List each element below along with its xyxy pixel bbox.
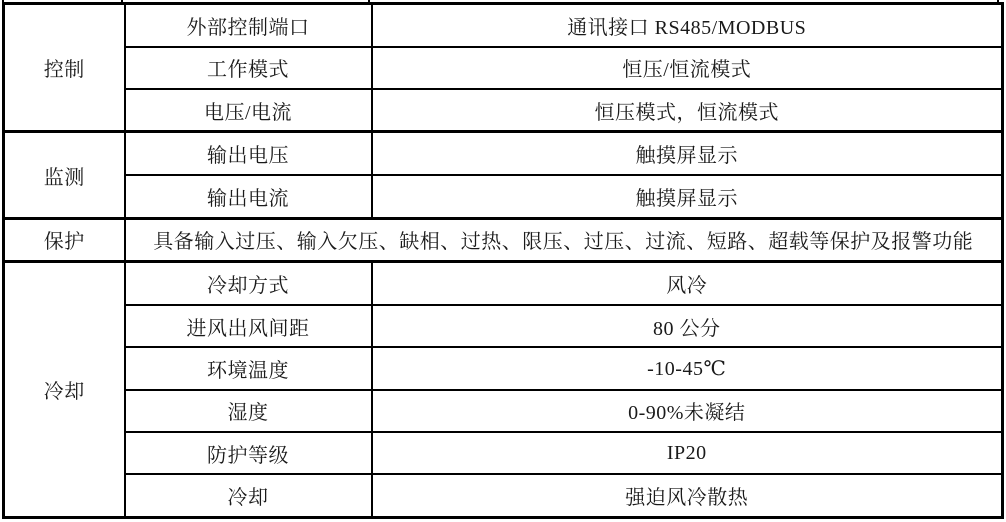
category-cell-monitoring: 监测 [4,132,125,218]
param-cell: 冷却 [125,474,372,517]
category-cell-control: 控制 [4,4,125,132]
value-cell: 强迫风冷散热 [372,474,1003,517]
param-cell: 湿度 [125,390,372,432]
param-cell: 输出电流 [125,175,372,218]
value-cell: 风冷 [372,262,1003,305]
value-cell: 触摸屏显示 [372,175,1003,218]
specification-table [2,2,1004,519]
value-cell: IP20 [372,432,1003,474]
table-row [4,474,1003,517]
param-cell: 防护等级 [125,432,372,474]
value-cell: 通讯接口 RS485/MODBUS [372,4,1003,47]
table-row [4,132,1003,175]
value-cell: 恒压模式，恒流模式 [372,89,1003,132]
value-cell: 触摸屏显示 [372,132,1003,175]
table-row [4,89,1003,132]
param-cell: 环境温度 [125,347,372,389]
param-cell: 冷却方式 [125,262,372,305]
table-row [4,305,1003,347]
category-cell-cooling: 冷却 [4,262,125,518]
value-cell: 80 公分 [372,305,1003,347]
param-cell: 电压/电流 [125,89,372,132]
table-row [4,347,1003,389]
param-cell: 进风出风间距 [125,305,372,347]
table-row [4,218,1003,262]
value-cell: 恒压/恒流模式 [372,47,1003,89]
value-cell: -10-45℃ [372,347,1003,389]
param-cell: 输出电压 [125,132,372,175]
table-row [4,390,1003,432]
table-row [4,262,1003,305]
table-row [4,47,1003,89]
table-row [4,4,1003,47]
protection-description-cell: 具备输入过压、输入欠压、缺相、过热、限压、过压、过流、短路、超载等保护及报警功能 [125,218,1003,262]
table-row [4,175,1003,218]
value-cell: 0-90%未凝结 [372,390,1003,432]
table-row [4,432,1003,474]
param-cell: 工作模式 [125,47,372,89]
param-cell: 外部控制端口 [125,4,372,47]
category-cell-protection: 保护 [4,218,125,262]
